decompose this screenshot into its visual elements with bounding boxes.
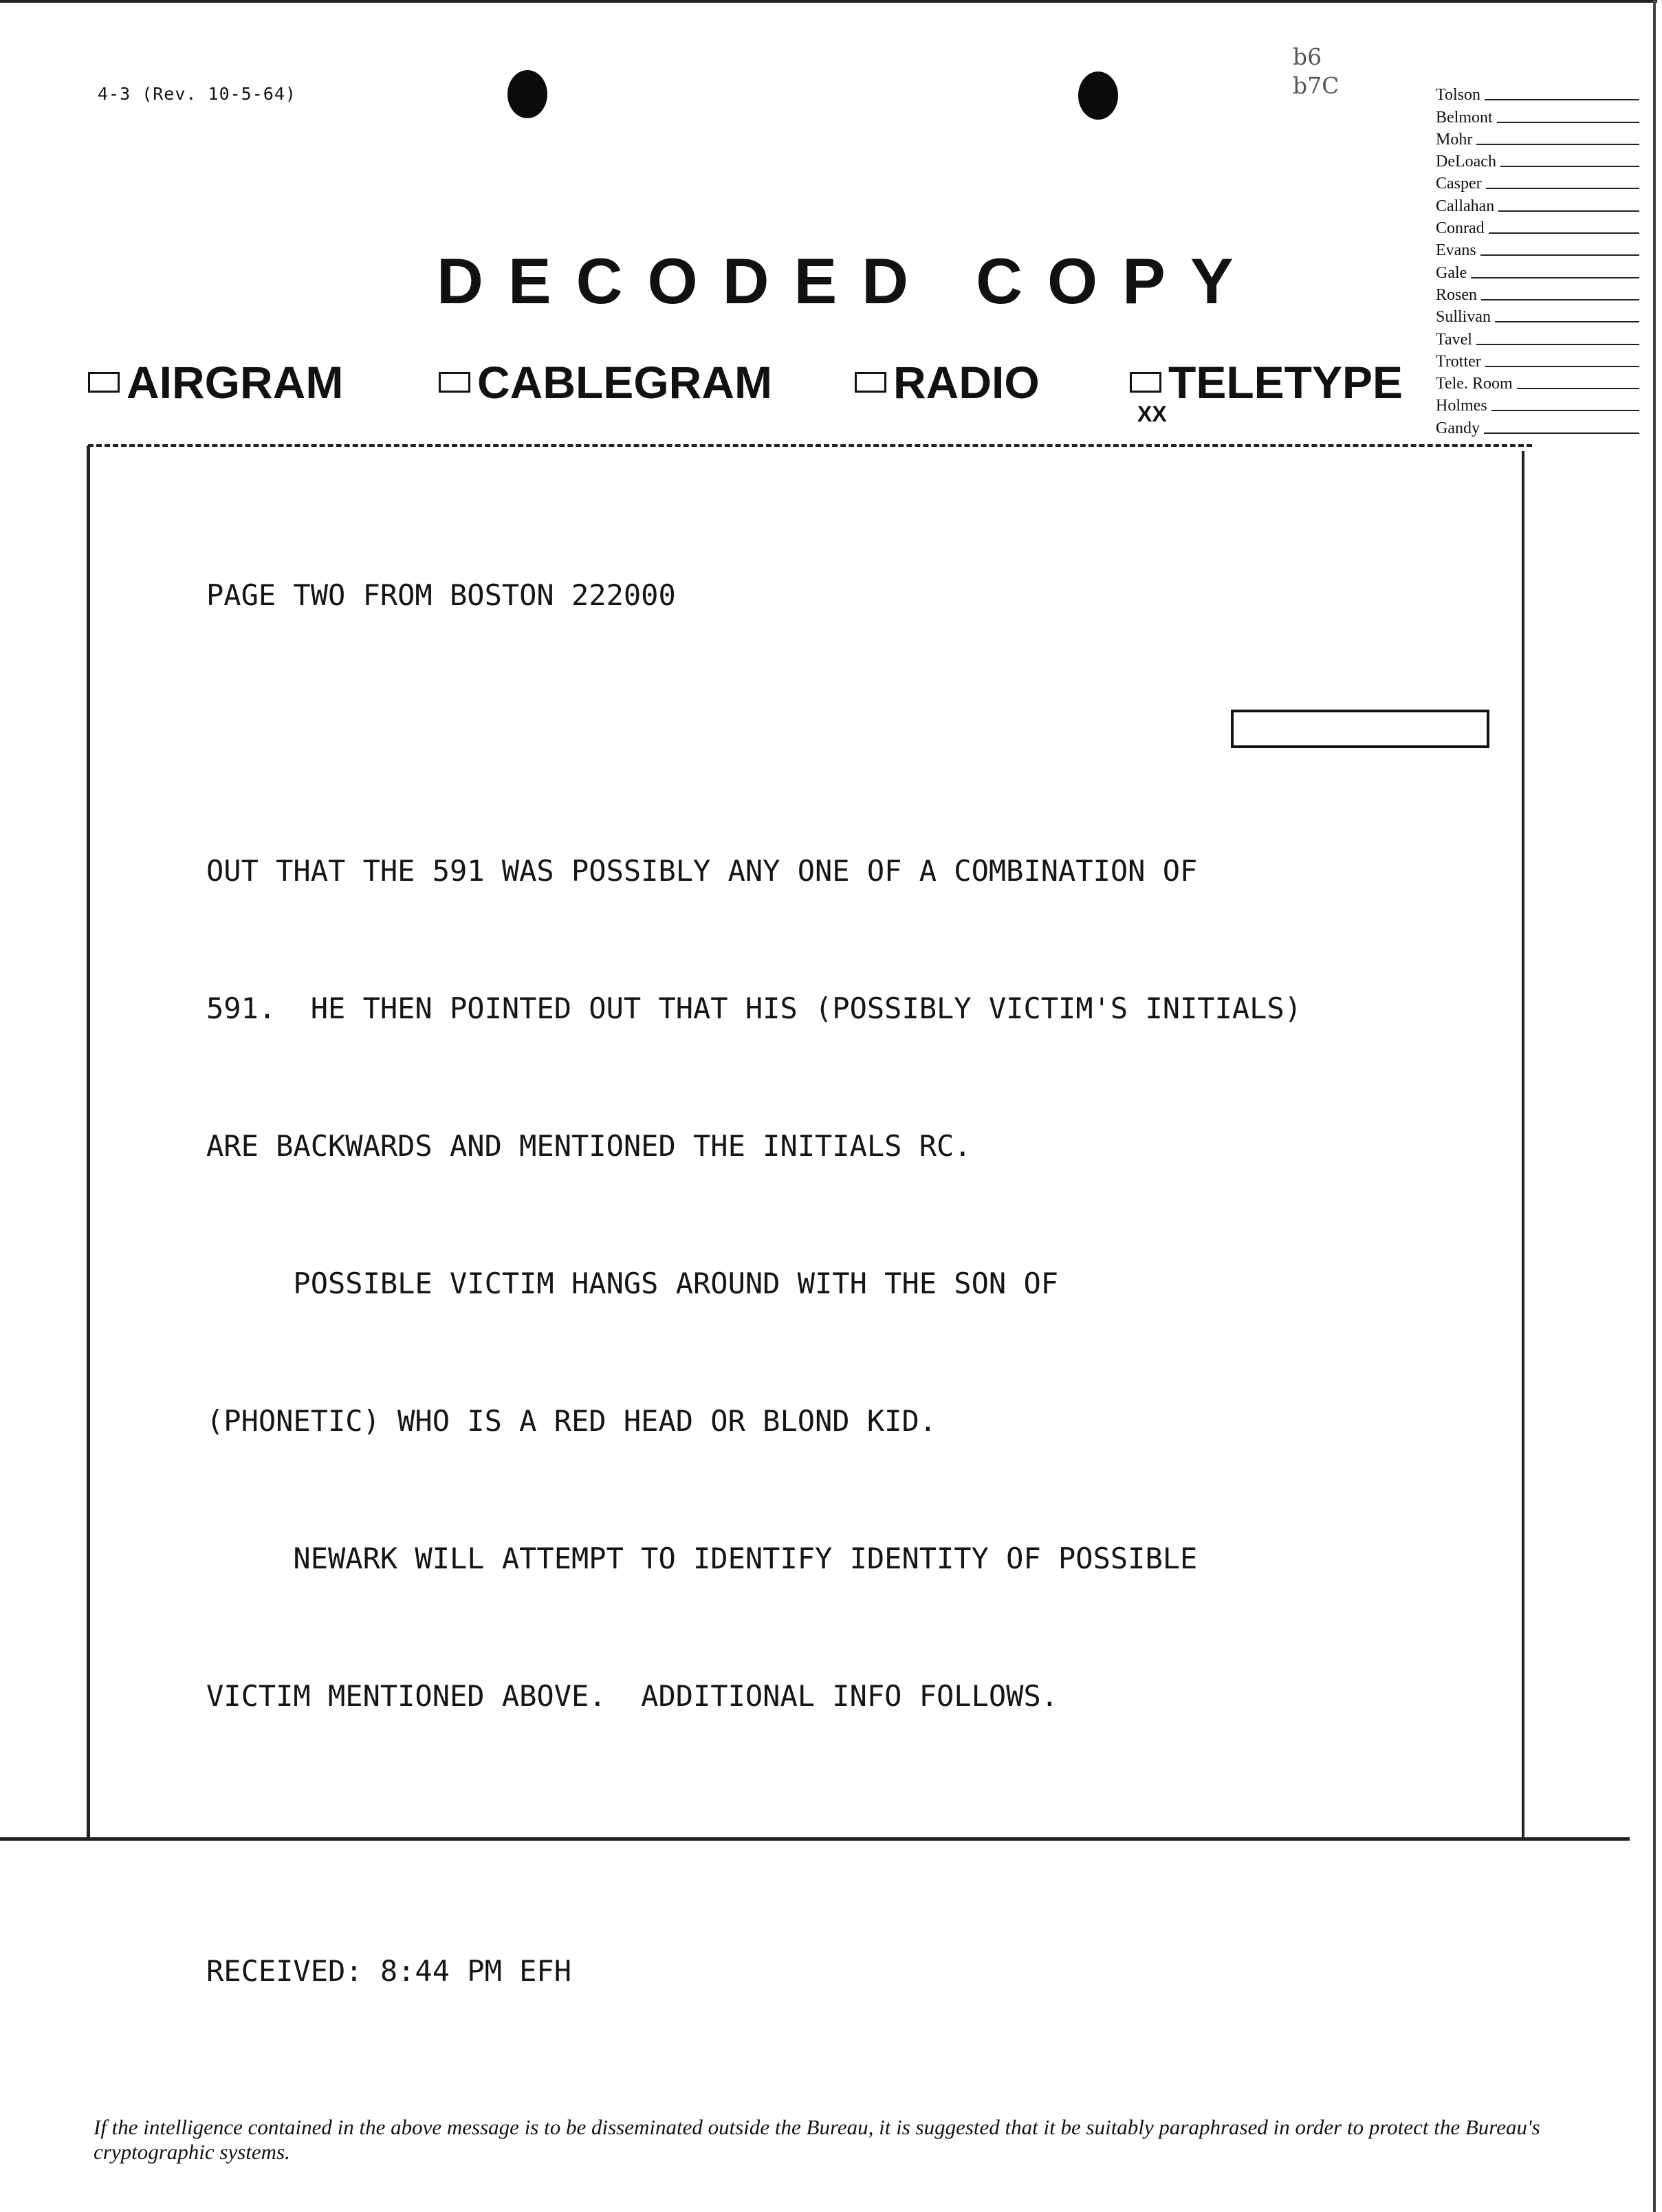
redaction-box	[1231, 710, 1489, 748]
routing-line	[1484, 432, 1639, 434]
routing-entry	[1436, 415, 1642, 437]
routing-line	[1495, 321, 1639, 322]
message-box-right-border	[1522, 451, 1524, 1839]
type-label: AIRGRAM	[127, 357, 344, 408]
message-type-options	[88, 356, 1415, 426]
message-line: ARE BACKWARDS AND MENTIONED THE INITIALS RC.	[206, 1128, 972, 1163]
message-line: NEWARK WILL ATTEMPT TO IDENTIFY IDENTITY OF POSSIBLE	[206, 1542, 1198, 1576]
routing-name: Conrad	[1436, 219, 1485, 238]
routing-name: Evans	[1436, 241, 1476, 260]
exemption-codes	[1293, 43, 1375, 100]
type-option-radio	[855, 356, 1040, 408]
exemption-code: b7C	[1293, 72, 1340, 99]
routing-line	[1476, 144, 1639, 145]
punch-hole-left	[507, 70, 547, 118]
footer-note: If the intelligence contained in the above message is to be disseminated outside the Bureau, it is suggested that it be suitably paraphrased in order to protect the Bureau's cryptographic systems.	[94, 2115, 1540, 2164]
routing-entry	[1436, 371, 1642, 393]
checkbox-icon	[1130, 372, 1167, 426]
message-box-left-border	[87, 446, 90, 1839]
routing-entry	[1436, 283, 1642, 305]
routing-entry	[1436, 238, 1642, 260]
form-number: 4-3 (Rev. 10-5-64)	[98, 84, 296, 104]
routing-name: Belmont	[1436, 108, 1493, 127]
routing-name: Gale	[1436, 263, 1467, 282]
message-line: 591. HE THEN POINTED OUT THAT HIS (POSSIBLY VICTIM'S INITIALS)	[206, 991, 1302, 1025]
routing-entry	[1436, 393, 1642, 415]
routing-name: Callahan	[1436, 197, 1495, 215]
blank-line	[206, 1811, 1513, 1857]
routing-name: Tavel	[1436, 330, 1472, 349]
routing-line	[1485, 99, 1639, 100]
routing-list	[1436, 83, 1642, 438]
document-title: DECODED COPY	[437, 245, 1258, 317]
routing-line	[1486, 188, 1639, 189]
message-line: OUT THAT THE 591 WAS POSSIBLY ANY ONE OF A COMBINATION OF	[206, 853, 1198, 888]
dashed-divider	[88, 444, 1532, 447]
page-right-border	[1653, 0, 1656, 2212]
type-label: RADIO	[893, 357, 1040, 408]
routing-name: Casper	[1436, 175, 1482, 193]
page-top-border	[0, 0, 1657, 3]
routing-name: Mohr	[1436, 130, 1473, 149]
routing-entry	[1436, 83, 1642, 105]
message-line: POSSIBLE VICTIM HANGS AROUND WITH THE SON OF	[206, 1266, 1059, 1300]
routing-entry	[1436, 216, 1642, 238]
routing-name: Rosen	[1436, 285, 1477, 304]
routing-name: Sullivan	[1436, 308, 1491, 327]
message-line: VICTIM MENTIONED ABOVE. ADDITIONAL INFO FOLLOWS.	[206, 1679, 1059, 1713]
routing-line	[1471, 277, 1639, 278]
routing-entry	[1436, 193, 1642, 215]
routing-entry	[1436, 260, 1642, 282]
exemption-code: b6	[1293, 43, 1322, 70]
type-option-airgram	[88, 356, 343, 408]
routing-name: Tele. Room	[1436, 375, 1513, 393]
checkbox-icon	[855, 372, 886, 393]
routing-line	[1481, 299, 1639, 300]
routing-line	[1480, 254, 1639, 256]
type-label: TELETYPE	[1168, 357, 1403, 408]
routing-entry	[1436, 305, 1642, 327]
routing-line	[1476, 344, 1639, 345]
routing-name: Tolson	[1436, 86, 1480, 105]
routing-name: Gandy	[1436, 419, 1480, 437]
routing-entry	[1436, 149, 1642, 171]
routing-line	[1491, 410, 1639, 411]
routing-line	[1498, 210, 1639, 212]
type-label: CABLEGRAM	[477, 357, 772, 408]
type-option-cablegram	[439, 356, 772, 408]
routing-line	[1500, 166, 1639, 167]
routing-entry	[1436, 127, 1642, 149]
routing-entry	[1436, 327, 1642, 349]
received-line: RECEIVED: 8:44 PM EFH	[206, 1954, 572, 1989]
routing-name: Holmes	[1436, 397, 1487, 415]
message-header: PAGE TWO FROM BOSTON 222000	[206, 578, 676, 613]
routing-line	[1497, 122, 1639, 123]
routing-name: DeLoach	[1436, 153, 1496, 171]
routing-entry	[1436, 105, 1642, 127]
type-option-teletype	[1130, 356, 1403, 426]
check-mark: XX	[1137, 402, 1167, 426]
checkbox-icon	[439, 372, 470, 393]
routing-name: Trotter	[1436, 352, 1481, 371]
routing-line	[1517, 388, 1639, 389]
message-line: (PHONETIC) WHO IS A RED HEAD OR BLOND KID.	[206, 1403, 937, 1438]
routing-entry	[1436, 171, 1642, 193]
punch-hole-right	[1078, 72, 1118, 120]
routing-line	[1485, 366, 1639, 367]
routing-line	[1489, 232, 1639, 234]
checkbox-icon	[88, 372, 120, 393]
routing-entry	[1436, 349, 1642, 371]
